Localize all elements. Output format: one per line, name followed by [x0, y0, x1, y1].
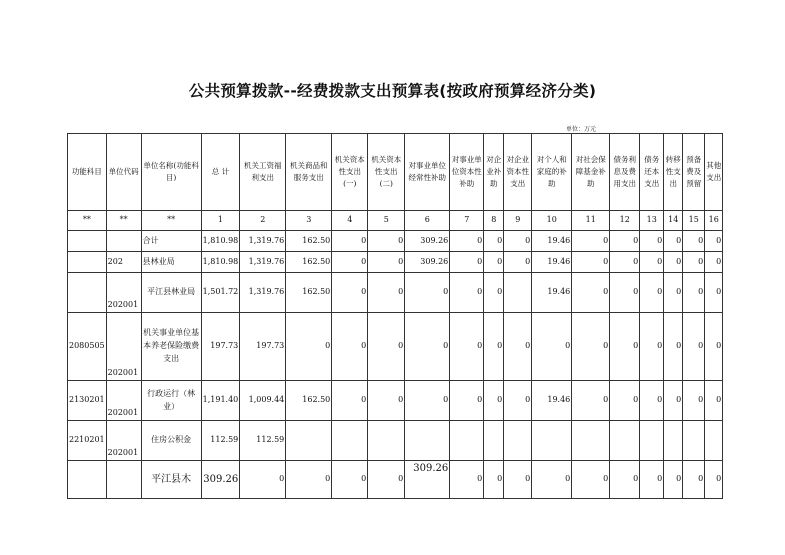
table-row [68, 313, 723, 381]
header-cell: 对事业单位经常性补助 [405, 134, 450, 211]
value-cell: 0 [450, 231, 484, 252]
value-cell: 0 [484, 231, 504, 252]
header-cell: 转移性支出 [664, 134, 683, 211]
value-cell: 0 [572, 252, 610, 273]
index-cell: 11 [572, 211, 610, 231]
value-cell [504, 273, 532, 313]
value-cell: 0 [368, 313, 405, 381]
header-cell: 其他支出 [705, 134, 723, 211]
header-cell: 机关商品和服务支出 [286, 134, 332, 211]
value-cell: 0 [610, 381, 640, 421]
unit-code-cell [106, 231, 141, 252]
value-cell: 0 [368, 381, 405, 421]
index-cell: ** [68, 211, 107, 231]
value-cell: 162.50 [286, 381, 332, 421]
value-cell: 0 [664, 273, 683, 313]
value-cell: 162.50 [286, 252, 332, 273]
value-cell: 0 [705, 381, 723, 421]
value-cell: 0 [572, 313, 610, 381]
unit-name-cell: 行政运行（林业） [141, 381, 201, 421]
value-cell [664, 421, 683, 461]
header-cell: 对企业资本性支出 [504, 134, 532, 211]
table-row [68, 381, 723, 421]
unit-code-cell: 202001 [106, 313, 141, 381]
value-cell: 0 [450, 252, 484, 273]
value-cell: 0 [572, 461, 610, 499]
index-cell: 6 [405, 211, 450, 231]
header-cell: 对事业单位资本性补助 [450, 134, 484, 211]
header-row [68, 134, 723, 211]
value-cell: 0 [683, 252, 705, 273]
value-cell [450, 421, 484, 461]
value-cell: 309.26 [201, 461, 240, 499]
value-cell [405, 421, 450, 461]
value-cell: 0 [640, 313, 664, 381]
value-cell: 0 [683, 231, 705, 252]
value-cell: 0 [332, 231, 368, 252]
value-cell [504, 421, 532, 461]
function-code-cell [68, 461, 107, 499]
index-cell: 8 [484, 211, 504, 231]
value-cell: 0 [572, 231, 610, 252]
unit-name-cell: 平江县木 [141, 461, 201, 499]
value-cell: 0 [610, 252, 640, 273]
value-cell: 0 [484, 381, 504, 421]
value-cell [484, 421, 504, 461]
value-cell: 0 [450, 313, 484, 381]
value-cell: 0 [705, 252, 723, 273]
value-cell: 0 [640, 231, 664, 252]
value-cell: 0 [484, 273, 504, 313]
value-cell: 0 [683, 381, 705, 421]
value-cell: 1,501.72 [201, 273, 240, 313]
header-cell: 总 计 [201, 134, 240, 211]
value-cell [572, 421, 610, 461]
header-cell: 对企业补助 [484, 134, 504, 211]
value-cell: 0 [484, 252, 504, 273]
value-cell: 197.73 [201, 313, 240, 381]
value-cell: 0 [532, 313, 572, 381]
function-code-cell [68, 252, 107, 273]
value-cell [610, 421, 640, 461]
value-cell: 0 [610, 461, 640, 499]
header-cell: 功能科目 [68, 134, 107, 211]
value-cell: 0 [705, 231, 723, 252]
value-cell [683, 421, 705, 461]
value-cell: 162.50 [286, 273, 332, 313]
value-cell: 0 [572, 381, 610, 421]
value-cell: 0 [450, 273, 484, 313]
value-cell: 0 [504, 252, 532, 273]
value-cell: 0 [640, 273, 664, 313]
page-title: 公共预算拨款--经费拨款支出预算表(按政府预算经济分类) [188, 82, 597, 100]
index-cell: 7 [450, 211, 484, 231]
header-cell: 机关资本性支出(二) [368, 134, 405, 211]
function-code-cell: 2080505 [68, 313, 107, 381]
index-cell: 4 [332, 211, 368, 231]
header-cell: 债务还本支出 [640, 134, 664, 211]
value-cell: 0 [664, 461, 683, 499]
index-cell: 13 [640, 211, 664, 231]
value-cell: 0 [640, 461, 664, 499]
value-cell: 0 [405, 273, 450, 313]
budget-table [67, 133, 723, 499]
value-cell: 0 [286, 313, 332, 381]
table-row [68, 461, 723, 499]
header-cell: 债务利息及费用支出 [610, 134, 640, 211]
value-cell: 0 [572, 273, 610, 313]
value-cell: 1,319.76 [240, 231, 286, 252]
index-cell: 1 [201, 211, 240, 231]
value-cell: 0 [640, 252, 664, 273]
function-code-cell [68, 273, 107, 313]
value-cell: 0 [332, 273, 368, 313]
value-cell: 0 [705, 273, 723, 313]
value-cell: 19.46 [532, 273, 572, 313]
value-cell: 0 [610, 313, 640, 381]
value-cell: 19.46 [532, 252, 572, 273]
value-cell: 19.46 [532, 381, 572, 421]
value-cell: 0 [450, 461, 484, 499]
table-row [68, 231, 723, 252]
header-cell: 单位代码 [106, 134, 141, 211]
value-cell: 0 [683, 461, 705, 499]
value-cell: 1,009.44 [240, 381, 286, 421]
unit-code-cell: 202001 [106, 273, 141, 313]
value-cell: 0 [450, 381, 484, 421]
unit-name-cell: 住房公积金 [141, 421, 201, 461]
unit-code-cell [106, 461, 141, 499]
index-cell: 16 [705, 211, 723, 231]
function-code-cell: 2130201 [68, 381, 107, 421]
value-cell [332, 421, 368, 461]
table-row [68, 252, 723, 273]
value-cell: 309.26 [405, 252, 450, 273]
unit-code-cell: 202 [106, 252, 141, 273]
function-code-cell: 2210201 [68, 421, 107, 461]
value-cell: 0 [368, 252, 405, 273]
value-cell: 0 [664, 313, 683, 381]
value-cell: 309.26 [405, 461, 450, 499]
value-cell: 0 [664, 252, 683, 273]
value-cell: 162.50 [286, 231, 332, 252]
unit-name-cell: 机关事业单位基本养老保险缴费支出 [141, 313, 201, 381]
value-cell: 0 [705, 313, 723, 381]
index-cell: 10 [532, 211, 572, 231]
value-cell: 1,810.98 [201, 252, 240, 273]
value-cell: 197.73 [240, 313, 286, 381]
value-cell: 0 [484, 313, 504, 381]
unit-code-cell: 202001 [106, 421, 141, 461]
value-cell [640, 421, 664, 461]
unit-name-cell: 合计 [141, 231, 201, 252]
value-cell: 0 [504, 231, 532, 252]
index-cell: 3 [286, 211, 332, 231]
value-cell: 0 [504, 381, 532, 421]
table-row [68, 421, 723, 461]
index-cell: 15 [683, 211, 705, 231]
value-cell: 1,319.76 [240, 273, 286, 313]
value-cell: 0 [610, 231, 640, 252]
index-cell: ** [141, 211, 201, 231]
value-cell: 0 [504, 461, 532, 499]
value-cell: 0 [405, 313, 450, 381]
index-cell: 14 [664, 211, 683, 231]
value-cell: 0 [286, 461, 332, 499]
value-cell: 1,810.98 [201, 231, 240, 252]
value-cell: 309.26 [405, 231, 450, 252]
value-cell: 0 [368, 231, 405, 252]
table-row [68, 273, 723, 313]
index-cell: 2 [240, 211, 286, 231]
value-cell: 0 [683, 313, 705, 381]
value-cell: 0 [332, 313, 368, 381]
index-cell: ** [106, 211, 141, 231]
header-cell: 机关资本性支出(一) [332, 134, 368, 211]
value-cell [286, 421, 332, 461]
value-cell: 112.59 [240, 421, 286, 461]
value-cell: 0 [368, 273, 405, 313]
unit-name-cell: 县林业局 [141, 252, 201, 273]
value-cell: 0 [705, 461, 723, 499]
function-code-cell [68, 231, 107, 252]
value-cell: 112.59 [201, 421, 240, 461]
value-cell: 0 [664, 381, 683, 421]
header-cell: 对个人和家庭的补助 [532, 134, 572, 211]
value-cell: 19.46 [532, 231, 572, 252]
value-cell: 0 [332, 461, 368, 499]
value-cell: 0 [332, 381, 368, 421]
value-cell: 0 [683, 273, 705, 313]
unit-name-cell: 平江县林业局 [141, 273, 201, 313]
header-cell: 机关工资福利支出 [240, 134, 286, 211]
value-cell: 0 [368, 461, 405, 499]
index-cell: 5 [368, 211, 405, 231]
value-cell [368, 421, 405, 461]
value-cell: 0 [405, 381, 450, 421]
value-cell: 1,191.40 [201, 381, 240, 421]
unit-code-cell: 202001 [106, 381, 141, 421]
value-cell [705, 421, 723, 461]
index-cell: 9 [504, 211, 532, 231]
value-cell: 0 [640, 381, 664, 421]
header-cell: 单位名称(功能科目) [141, 134, 201, 211]
index-cell: 12 [610, 211, 640, 231]
value-cell: 0 [484, 461, 504, 499]
value-cell: 0 [610, 273, 640, 313]
value-cell: 0 [532, 461, 572, 499]
value-cell: 0 [504, 313, 532, 381]
value-cell: 0 [240, 461, 286, 499]
header-cell: 对社会保障基金补助 [572, 134, 610, 211]
index-row [68, 211, 723, 231]
value-cell: 1,319.76 [240, 252, 286, 273]
value-cell: 0 [664, 231, 683, 252]
unit-label: 单位：万元 [566, 126, 597, 133]
value-cell: 0 [332, 252, 368, 273]
value-cell [532, 421, 572, 461]
header-cell: 预备费及预留 [683, 134, 705, 211]
